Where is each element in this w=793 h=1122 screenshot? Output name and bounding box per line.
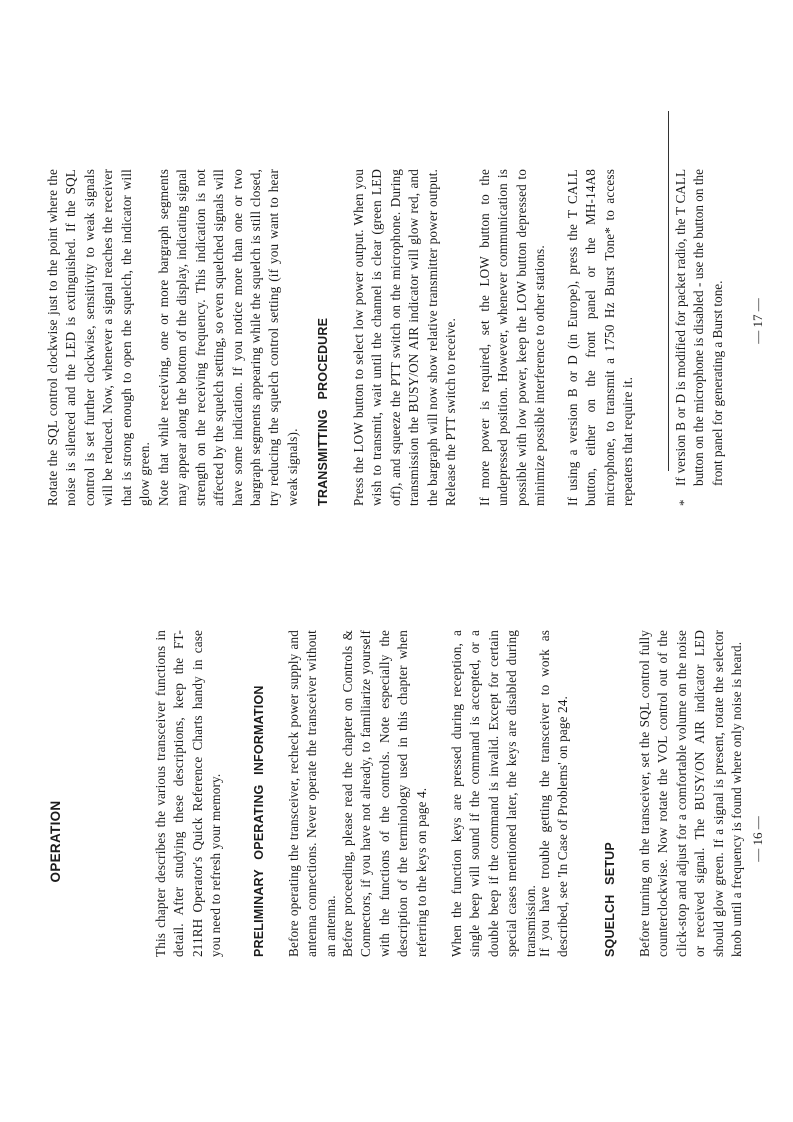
section-heading-transmitting: TRANSMITTING PROCEDURE [316,317,330,506]
paragraph: If you have trouble getting the transceiver to work as described, see 'In Case of Problems' on page 24. [537,630,571,957]
page-title: OPERATION [48,800,63,883]
paragraph: When the function keys are pressed during reception, a single beep will sound if the command is accepted, or a double beep if the command is invalid. Except for certain special cases mentioned later, the keys are disabled during transmission. [449,630,538,957]
page-16 [0,561,793,1122]
section-heading-preliminary: PRELIMINARY OPERATING INFORMATION [252,685,266,957]
paragraph: Before proceeding, please read the chapter on Controls & Connectors, if you have not already, to familiarize yourself with the functions of the controls. Note especially the description of the terminology used in this chapter when referring to the keys on page 4. [340,630,429,957]
intro-paragraph: This chapter describes the various transceiver functions in detail. After studying these descriptions, keep the FT-211RH Operator's Quick Reference Charts handy in case you need to refresh your memory. [153,630,224,957]
page-number: — 17 — [750,298,765,344]
paragraph: Before operating the transceiver, recheck power supply and antenna connections. Never operate the transceiver without an antenna. [286,630,338,957]
paragraph: Note that while receiving, one or more bargraph segments may appear along the bottom of the display, indicating signal strength on the receiving frequency. This indication is not affected by the squelch setting, so even squelched signals will have some indication. If you notice more than one or two bargraph segments appearing while the squelch is still closed, try reducing the squelch control setting (if you want to hear weak signals). [156,169,300,506]
footnote-marker: * [676,499,691,506]
page-number: — 16 — [750,816,765,862]
paragraph: Press the LOW button to select low power output. When you wish to transmit, wait until the channel is clear (green LED off), and squeeze the PTT switch on the microphone. During transmission the BUSY/ON AIR indicator will glow red, and the bargraph will now show relative transmitter power output. Release the PTT switch to receive. [351,169,459,506]
section-heading-squelch: SQUELCH SETUP [603,842,617,957]
paragraph: Before turning on the transceiver, set the SQL control fully counterclockwise. Now rotate the VOL control out of the click-stop and adjust for a comfortable volume on the noise or received signal. The BUSY/ON AIR indicator LED should glow green. If a signal is present, rotate the selector knob until a frequency is found where only noise is heard. [637,630,745,957]
paragraph: Rotate the SQL control clockwise just to the point where the noise is silenced and the LED is extinguished. If the SQL control is set further clockwise, sensitivity to weak signals will be reduced. Now, whenever a signal reaches the receiver that is strong enough to open the squelch, the indicator will glow green. [45,169,153,506]
paragraph: If using a version B or D (in Europe), press the T CALL button, either on the front panel or the MH-14A8 microphone, to transmit a 1750 Hz Burst Tone* to access repeaters that require it. [565,169,636,506]
paragraph: If more power is required, set the LOW button to the undepressed position. However, whenever communication is possible with low power, keep the LOW button depressed to minimize possible interference to other stations. [477,169,548,506]
footnote-text: If version B or D is modified for packet radio, the T CALL button on the microphone is disabled - use the button on the front panel for generating a Burst tone. [673,169,725,486]
footnote-rule [668,111,669,471]
